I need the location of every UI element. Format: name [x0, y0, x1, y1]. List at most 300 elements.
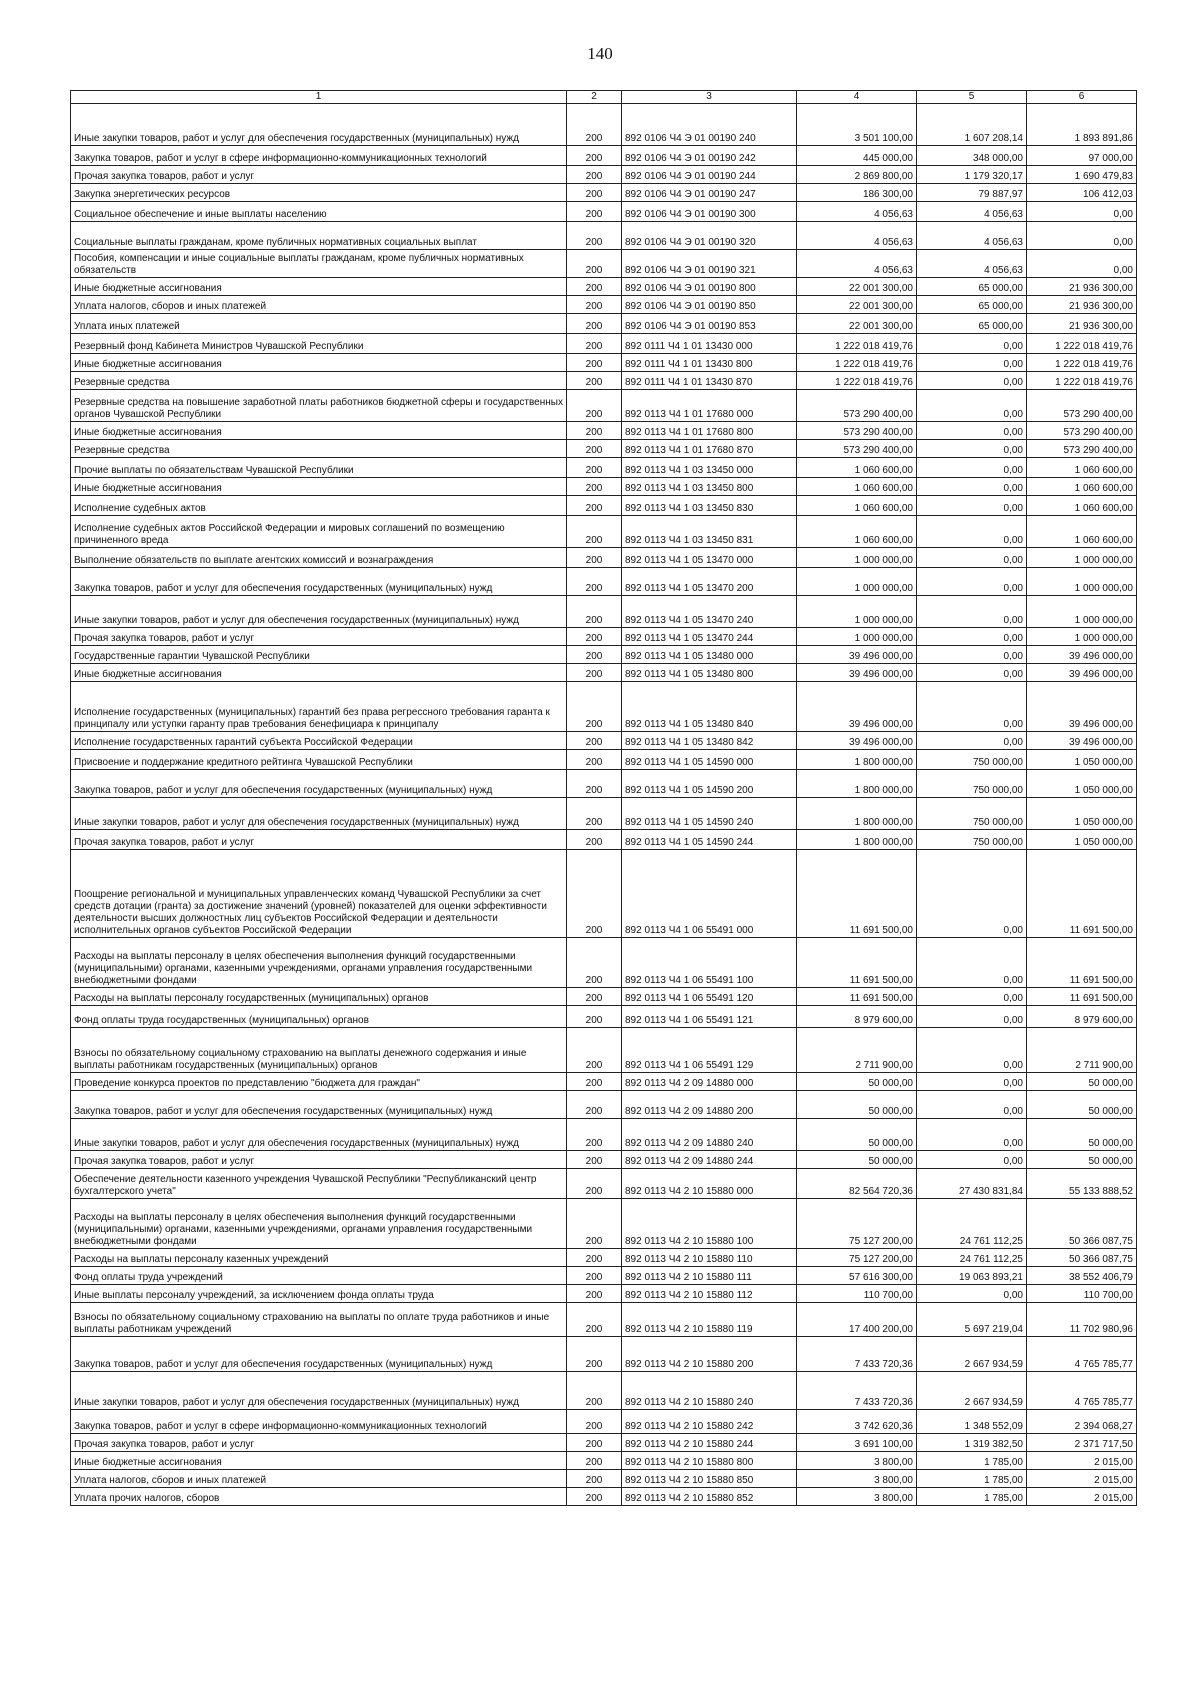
- column-2-value: 200: [567, 516, 622, 548]
- column-2-value: 200: [567, 104, 622, 146]
- item-name: Иные закупки товаров, работ и услуг для обеспечения государственных (муниципальных) нужд: [71, 1372, 567, 1410]
- classification-code: 892 0113 Ч4 1 06 55491 121: [622, 1006, 797, 1028]
- item-name: Прочие выплаты по обязательствам Чувашской Республики: [71, 458, 567, 478]
- classification-code: 892 0106 Ч4 Э 01 00190 242: [622, 146, 797, 166]
- table-row: [71, 750, 1137, 770]
- value-col-6: 1 060 600,00: [1027, 478, 1137, 496]
- table-row: [71, 496, 1137, 516]
- classification-code: 892 0113 Ч4 1 05 14590 200: [622, 770, 797, 798]
- column-2-value: 200: [567, 296, 622, 314]
- value-col-4: 110 700,00: [797, 1285, 917, 1303]
- value-col-5: 4 056,63: [917, 222, 1027, 250]
- table-row: [71, 314, 1137, 334]
- value-col-5: 0,00: [917, 354, 1027, 372]
- value-col-6: 1 050 000,00: [1027, 750, 1137, 770]
- column-2-value: 200: [567, 372, 622, 390]
- item-name: Социальные выплаты гражданам, кроме публичных нормативных социальных выплат: [71, 222, 567, 250]
- value-col-6: 1 050 000,00: [1027, 798, 1137, 830]
- value-col-6: 1 050 000,00: [1027, 770, 1137, 798]
- value-col-4: 1 800 000,00: [797, 770, 917, 798]
- table-row: [71, 222, 1137, 250]
- item-name: Фонд оплаты труда государственных (муниципальных) органов: [71, 1006, 567, 1028]
- item-name: Обеспечение деятельности казенного учреждения Чувашской Республики "Республиканский центр бухгалтерского учета": [71, 1169, 567, 1199]
- value-col-6: 106 412,03: [1027, 184, 1137, 202]
- item-name: Взносы по обязательному социальному страхованию на выплаты по оплате труда работников и иные выплаты работникам учреждений: [71, 1303, 567, 1337]
- column-2-value: 200: [567, 1285, 622, 1303]
- item-name: Государственные гарантии Чувашской Республики: [71, 646, 567, 664]
- value-col-4: 186 300,00: [797, 184, 917, 202]
- classification-code: 892 0111 Ч4 1 01 13430 000: [622, 334, 797, 354]
- value-col-6: 1 222 018 419,76: [1027, 334, 1137, 354]
- item-name: Прочая закупка товаров, работ и услуг: [71, 1434, 567, 1452]
- classification-code: 892 0106 Ч4 Э 01 00190 320: [622, 222, 797, 250]
- classification-code: 892 0113 Ч4 2 10 15880 242: [622, 1410, 797, 1434]
- value-col-5: 0,00: [917, 440, 1027, 458]
- item-name: Уплата иных платежей: [71, 314, 567, 334]
- value-col-5: 750 000,00: [917, 750, 1027, 770]
- table-row: [71, 1488, 1137, 1506]
- classification-code: 892 0113 Ч4 1 06 55491 129: [622, 1028, 797, 1073]
- classification-code: 892 0113 Ч4 1 05 13480 840: [622, 682, 797, 732]
- item-name: Фонд оплаты труда учреждений: [71, 1267, 567, 1285]
- value-col-5: 4 056,63: [917, 202, 1027, 222]
- column-header: 6: [1027, 91, 1137, 104]
- value-col-5: 2 667 934,59: [917, 1337, 1027, 1372]
- value-col-5: 65 000,00: [917, 278, 1027, 296]
- item-name: Уплата налогов, сборов и иных платежей: [71, 296, 567, 314]
- value-col-6: 97 000,00: [1027, 146, 1137, 166]
- value-col-6: 1 060 600,00: [1027, 516, 1137, 548]
- value-col-4: 3 742 620,36: [797, 1410, 917, 1434]
- classification-code: 892 0113 Ч4 1 05 13470 000: [622, 548, 797, 568]
- budget-table: [70, 90, 1137, 1506]
- item-name: Прочая закупка товаров, работ и услуг: [71, 166, 567, 184]
- value-col-6: 38 552 406,79: [1027, 1267, 1137, 1285]
- item-name: Расходы на выплаты персоналу в целях обеспечения выполнения функций государственными (муниципальными) органами, казенными учреждениями, органами управления государственными внебюджетными фондами: [71, 938, 567, 988]
- value-col-6: 1 000 000,00: [1027, 548, 1137, 568]
- item-name: Пособия, компенсации и иные социальные выплаты гражданам, кроме публичных нормативных обязательств: [71, 250, 567, 278]
- value-col-4: 39 496 000,00: [797, 664, 917, 682]
- value-col-5: 0,00: [917, 1151, 1027, 1169]
- value-col-5: 0,00: [917, 1091, 1027, 1119]
- table-row: [71, 166, 1137, 184]
- value-col-4: 39 496 000,00: [797, 646, 917, 664]
- value-col-5: 0,00: [917, 850, 1027, 938]
- table-row: [71, 202, 1137, 222]
- value-col-5: 0,00: [917, 732, 1027, 750]
- classification-code: 892 0111 Ч4 1 01 13430 800: [622, 354, 797, 372]
- value-col-5: 24 761 112,25: [917, 1249, 1027, 1267]
- item-name: Резервные средства: [71, 372, 567, 390]
- classification-code: 892 0113 Ч4 2 09 14880 000: [622, 1073, 797, 1091]
- column-2-value: 200: [567, 334, 622, 354]
- table-row: [71, 850, 1137, 938]
- value-col-5: 1 179 320,17: [917, 166, 1027, 184]
- classification-code: 892 0113 Ч4 2 10 15880 850: [622, 1470, 797, 1488]
- classification-code: 892 0106 Ч4 Э 01 00190 300: [622, 202, 797, 222]
- column-2-value: 200: [567, 278, 622, 296]
- value-col-6: 50 000,00: [1027, 1091, 1137, 1119]
- value-col-6: 55 133 888,52: [1027, 1169, 1137, 1199]
- table-row: [71, 770, 1137, 798]
- column-2-value: 200: [567, 1488, 622, 1506]
- value-col-5: 0,00: [917, 646, 1027, 664]
- table-row: [71, 296, 1137, 314]
- value-col-5: 750 000,00: [917, 770, 1027, 798]
- table-row: [71, 1337, 1137, 1372]
- value-col-4: 3 800,00: [797, 1452, 917, 1470]
- column-2-value: 200: [567, 1151, 622, 1169]
- value-col-6: 0,00: [1027, 250, 1137, 278]
- value-col-6: 21 936 300,00: [1027, 314, 1137, 334]
- column-2-value: 200: [567, 1169, 622, 1199]
- value-col-4: 1 800 000,00: [797, 798, 917, 830]
- value-col-4: 2 869 800,00: [797, 166, 917, 184]
- value-col-5: 27 430 831,84: [917, 1169, 1027, 1199]
- value-col-6: 50 000,00: [1027, 1073, 1137, 1091]
- value-col-4: 1 222 018 419,76: [797, 354, 917, 372]
- table-row: [71, 1151, 1137, 1169]
- table-row: [71, 1267, 1137, 1285]
- item-name: Иные закупки товаров, работ и услуг для обеспечения государственных (муниципальных) нужд: [71, 1119, 567, 1151]
- item-name: Иные закупки товаров, работ и услуг для обеспечения государственных (муниципальных) нужд: [71, 596, 567, 628]
- value-col-5: 1 607 208,14: [917, 104, 1027, 146]
- item-name: Выполнение обязательств по выплате агентских комиссий и вознаграждения: [71, 548, 567, 568]
- item-name: Иные бюджетные ассигнования: [71, 478, 567, 496]
- value-col-6: 50 000,00: [1027, 1119, 1137, 1151]
- value-col-5: 79 887,97: [917, 184, 1027, 202]
- value-col-6: 1 893 891,86: [1027, 104, 1137, 146]
- value-col-5: 0,00: [917, 568, 1027, 596]
- value-col-5: 750 000,00: [917, 830, 1027, 850]
- column-2-value: 200: [567, 440, 622, 458]
- classification-code: 892 0113 Ч4 2 09 14880 240: [622, 1119, 797, 1151]
- value-col-5: 0,00: [917, 1073, 1027, 1091]
- classification-code: 892 0113 Ч4 2 10 15880 119: [622, 1303, 797, 1337]
- table-row: [71, 1249, 1137, 1267]
- table-row: [71, 184, 1137, 202]
- value-col-4: 1 800 000,00: [797, 830, 917, 850]
- table-row: [71, 1028, 1137, 1073]
- value-col-4: 1 060 600,00: [797, 516, 917, 548]
- table-row: [71, 1410, 1137, 1434]
- table-row: [71, 1199, 1137, 1249]
- item-name: Иные бюджетные ассигнования: [71, 354, 567, 372]
- column-2-value: 200: [567, 422, 622, 440]
- table-row: [71, 104, 1137, 146]
- column-2-value: 200: [567, 1006, 622, 1028]
- value-col-6: 21 936 300,00: [1027, 296, 1137, 314]
- classification-code: 892 0113 Ч4 1 05 13480 000: [622, 646, 797, 664]
- value-col-6: 2 371 717,50: [1027, 1434, 1137, 1452]
- value-col-4: 82 564 720,36: [797, 1169, 917, 1199]
- item-name: Исполнение государственных гарантий субъекта Российской Федерации: [71, 732, 567, 750]
- value-col-6: 4 765 785,77: [1027, 1337, 1137, 1372]
- item-name: Прочая закупка товаров, работ и услуг: [71, 830, 567, 850]
- classification-code: 892 0106 Ч4 Э 01 00190 321: [622, 250, 797, 278]
- classification-code: 892 0113 Ч4 1 03 13450 800: [622, 478, 797, 496]
- column-2-value: 200: [567, 314, 622, 334]
- column-2-value: 200: [567, 1267, 622, 1285]
- value-col-5: 348 000,00: [917, 146, 1027, 166]
- classification-code: 892 0113 Ч4 1 05 14590 000: [622, 750, 797, 770]
- value-col-4: 50 000,00: [797, 1119, 917, 1151]
- classification-code: 892 0113 Ч4 1 03 13450 000: [622, 458, 797, 478]
- value-col-4: 22 001 300,00: [797, 314, 917, 334]
- column-2-value: 200: [567, 202, 622, 222]
- value-col-5: 0,00: [917, 628, 1027, 646]
- value-col-4: 1 222 018 419,76: [797, 334, 917, 354]
- column-2-value: 200: [567, 1199, 622, 1249]
- value-col-6: 1 060 600,00: [1027, 496, 1137, 516]
- value-col-4: 3 800,00: [797, 1488, 917, 1506]
- item-name: Закупка товаров, работ и услуг в сфере информационно-коммуникационных технологий: [71, 1410, 567, 1434]
- item-name: Поощрение региональной и муниципальных управленческих команд Чувашской Республики за счет средств дотации (гранта) за достижение значений (уровней) показателей для оценки эффективности деятельности высших должностных лиц субъектов Российской Федерации и деятельности исполнительных органов субъектов Российской Федерации: [71, 850, 567, 938]
- column-2-value: 200: [567, 646, 622, 664]
- value-col-5: 0,00: [917, 478, 1027, 496]
- table-row: [71, 422, 1137, 440]
- classification-code: 892 0113 Ч4 2 09 14880 244: [622, 1151, 797, 1169]
- column-2-value: 200: [567, 222, 622, 250]
- value-col-4: 7 433 720,36: [797, 1372, 917, 1410]
- value-col-4: 1 222 018 419,76: [797, 372, 917, 390]
- item-name: Закупка энергетических ресурсов: [71, 184, 567, 202]
- item-name: Иные бюджетные ассигнования: [71, 278, 567, 296]
- item-name: Иные бюджетные ассигнования: [71, 422, 567, 440]
- item-name: Иные бюджетные ассигнования: [71, 1452, 567, 1470]
- header-row: [71, 91, 1137, 104]
- item-name: Взносы по обязательному социальному страхованию на выплаты денежного содержания и иные выплаты работникам государственных (муниципальных) органов: [71, 1028, 567, 1073]
- value-col-6: 11 702 980,96: [1027, 1303, 1137, 1337]
- value-col-6: 8 979 600,00: [1027, 1006, 1137, 1028]
- value-col-6: 2 015,00: [1027, 1488, 1137, 1506]
- column-header: 1: [71, 91, 567, 104]
- column-header: 4: [797, 91, 917, 104]
- column-2-value: 200: [567, 146, 622, 166]
- item-name: Расходы на выплаты персоналу в целях обеспечения выполнения функций государственными (муниципальными) органами, казенными учреждениями, органами управления государственными внебюджетными фондами: [71, 1199, 567, 1249]
- column-header: 3: [622, 91, 797, 104]
- table-row: [71, 1434, 1137, 1452]
- value-col-5: 19 063 893,21: [917, 1267, 1027, 1285]
- column-2-value: 200: [567, 850, 622, 938]
- table-row: [71, 664, 1137, 682]
- column-2-value: 200: [567, 390, 622, 422]
- item-name: Иные закупки товаров, работ и услуг для обеспечения государственных (муниципальных) нужд: [71, 798, 567, 830]
- table-row: [71, 1452, 1137, 1470]
- table-row: [71, 1091, 1137, 1119]
- item-name: Исполнение судебных актов Российской Федерации и мировых соглашений по возмещению причиненного вреда: [71, 516, 567, 548]
- value-col-5: 0,00: [917, 422, 1027, 440]
- classification-code: 892 0113 Ч4 1 05 13480 800: [622, 664, 797, 682]
- value-col-4: 1 060 600,00: [797, 478, 917, 496]
- table-row: [71, 1169, 1137, 1199]
- item-name: Резервный фонд Кабинета Министров Чувашской Республики: [71, 334, 567, 354]
- value-col-4: 11 691 500,00: [797, 850, 917, 938]
- value-col-4: 1 060 600,00: [797, 458, 917, 478]
- item-name: Проведение конкурса проектов по представлению "бюджета для граждан": [71, 1073, 567, 1091]
- classification-code: 892 0106 Ч4 Э 01 00190 247: [622, 184, 797, 202]
- classification-code: 892 0113 Ч4 2 10 15880 800: [622, 1452, 797, 1470]
- table-row: [71, 372, 1137, 390]
- column-2-value: 200: [567, 250, 622, 278]
- value-col-6: 1 000 000,00: [1027, 568, 1137, 596]
- value-col-4: 1 000 000,00: [797, 548, 917, 568]
- classification-code: 892 0113 Ч4 1 05 13470 200: [622, 568, 797, 596]
- value-col-6: 0,00: [1027, 202, 1137, 222]
- column-2-value: 200: [567, 166, 622, 184]
- value-col-5: 0,00: [917, 664, 1027, 682]
- item-name: Закупка товаров, работ и услуг для обеспечения государственных (муниципальных) нужд: [71, 1337, 567, 1372]
- value-col-4: 573 290 400,00: [797, 440, 917, 458]
- table-row: [71, 596, 1137, 628]
- table-row: [71, 146, 1137, 166]
- classification-code: 892 0113 Ч4 1 06 55491 000: [622, 850, 797, 938]
- value-col-6: 573 290 400,00: [1027, 390, 1137, 422]
- value-col-5: 0,00: [917, 372, 1027, 390]
- classification-code: 892 0113 Ч4 2 10 15880 110: [622, 1249, 797, 1267]
- column-2-value: 200: [567, 798, 622, 830]
- value-col-5: 0,00: [917, 988, 1027, 1006]
- value-col-5: 0,00: [917, 458, 1027, 478]
- column-2-value: 200: [567, 1452, 622, 1470]
- table-row: [71, 646, 1137, 664]
- classification-code: 892 0113 Ч4 1 03 13450 831: [622, 516, 797, 548]
- value-col-5: 1 319 382,50: [917, 1434, 1027, 1452]
- table-row: [71, 732, 1137, 750]
- value-col-5: 2 667 934,59: [917, 1372, 1027, 1410]
- classification-code: 892 0113 Ч4 1 05 13470 244: [622, 628, 797, 646]
- item-name: Расходы на выплаты персоналу казенных учреждений: [71, 1249, 567, 1267]
- value-col-5: 65 000,00: [917, 314, 1027, 334]
- item-name: Исполнение судебных актов: [71, 496, 567, 516]
- value-col-5: 0,00: [917, 548, 1027, 568]
- value-col-6: 110 700,00: [1027, 1285, 1137, 1303]
- item-name: Расходы на выплаты персоналу государственных (муниципальных) органов: [71, 988, 567, 1006]
- classification-code: 892 0113 Ч4 1 05 13470 240: [622, 596, 797, 628]
- item-name: Закупка товаров, работ и услуг в сфере информационно-коммуникационных технологий: [71, 146, 567, 166]
- value-col-4: 1 000 000,00: [797, 596, 917, 628]
- column-2-value: 200: [567, 664, 622, 682]
- item-name: Иные закупки товаров, работ и услуг для обеспечения государственных (муниципальных) нужд: [71, 104, 567, 146]
- value-col-4: 1 000 000,00: [797, 628, 917, 646]
- value-col-4: 17 400 200,00: [797, 1303, 917, 1337]
- classification-code: 892 0106 Ч4 Э 01 00190 850: [622, 296, 797, 314]
- table-body: [71, 104, 1137, 1506]
- table-row: [71, 682, 1137, 732]
- column-header: 2: [567, 91, 622, 104]
- column-2-value: 200: [567, 1337, 622, 1372]
- value-col-6: 11 691 500,00: [1027, 850, 1137, 938]
- column-2-value: 200: [567, 1434, 622, 1452]
- value-col-6: 1 690 479,83: [1027, 166, 1137, 184]
- value-col-6: 11 691 500,00: [1027, 938, 1137, 988]
- value-col-4: 75 127 200,00: [797, 1249, 917, 1267]
- value-col-5: 0,00: [917, 496, 1027, 516]
- value-col-5: 0,00: [917, 1119, 1027, 1151]
- table-row: [71, 440, 1137, 458]
- value-col-4: 22 001 300,00: [797, 278, 917, 296]
- column-2-value: 200: [567, 1091, 622, 1119]
- value-col-6: 50 366 087,75: [1027, 1199, 1137, 1249]
- value-col-6: 50 366 087,75: [1027, 1249, 1137, 1267]
- page-number: 140: [587, 44, 613, 63]
- classification-code: 892 0106 Ч4 Э 01 00190 853: [622, 314, 797, 334]
- classification-code: 892 0113 Ч4 1 01 17680 000: [622, 390, 797, 422]
- item-name: Исполнение государственных (муниципальных) гарантий без права регрессного требования гаранта к принципалу или уступки гаранту прав требования бенефициара к принципалу: [71, 682, 567, 732]
- classification-code: 892 0113 Ч4 1 06 55491 100: [622, 938, 797, 988]
- table-row: [71, 1073, 1137, 1091]
- table-row: [71, 354, 1137, 372]
- table-row: [71, 250, 1137, 278]
- column-2-value: 200: [567, 478, 622, 496]
- value-col-6: 11 691 500,00: [1027, 988, 1137, 1006]
- column-2-value: 200: [567, 732, 622, 750]
- value-col-6: 21 936 300,00: [1027, 278, 1137, 296]
- classification-code: 892 0113 Ч4 2 10 15880 852: [622, 1488, 797, 1506]
- classification-code: 892 0113 Ч4 1 05 14590 244: [622, 830, 797, 850]
- value-col-5: 0,00: [917, 1285, 1027, 1303]
- column-2-value: 200: [567, 1303, 622, 1337]
- classification-code: 892 0113 Ч4 2 10 15880 112: [622, 1285, 797, 1303]
- value-col-6: 2 015,00: [1027, 1452, 1137, 1470]
- item-name: Прочая закупка товаров, работ и услуг: [71, 1151, 567, 1169]
- value-col-5: 65 000,00: [917, 296, 1027, 314]
- value-col-6: 1 050 000,00: [1027, 830, 1137, 850]
- value-col-5: 5 697 219,04: [917, 1303, 1027, 1337]
- value-col-5: 0,00: [917, 334, 1027, 354]
- value-col-6: 573 290 400,00: [1027, 422, 1137, 440]
- value-col-4: 3 800,00: [797, 1470, 917, 1488]
- classification-code: 892 0113 Ч4 1 06 55491 120: [622, 988, 797, 1006]
- value-col-4: 4 056,63: [797, 250, 917, 278]
- value-col-4: 7 433 720,36: [797, 1337, 917, 1372]
- column-2-value: 200: [567, 988, 622, 1006]
- value-col-6: 1 060 600,00: [1027, 458, 1137, 478]
- table-row: [71, 938, 1137, 988]
- classification-code: 892 0106 Ч4 Э 01 00190 240: [622, 104, 797, 146]
- classification-code: 892 0106 Ч4 Э 01 00190 800: [622, 278, 797, 296]
- table-row: [71, 334, 1137, 354]
- column-2-value: 200: [567, 354, 622, 372]
- column-2-value: 200: [567, 596, 622, 628]
- column-2-value: 200: [567, 1410, 622, 1434]
- value-col-4: 1 800 000,00: [797, 750, 917, 770]
- table-row: [71, 548, 1137, 568]
- column-2-value: 200: [567, 628, 622, 646]
- column-header: 5: [917, 91, 1027, 104]
- value-col-4: 22 001 300,00: [797, 296, 917, 314]
- column-2-value: 200: [567, 1073, 622, 1091]
- value-col-6: 39 496 000,00: [1027, 732, 1137, 750]
- value-col-4: 4 056,63: [797, 202, 917, 222]
- item-name: Иные бюджетные ассигнования: [71, 664, 567, 682]
- classification-code: 892 0113 Ч4 1 05 14590 240: [622, 798, 797, 830]
- value-col-4: 2 711 900,00: [797, 1028, 917, 1073]
- classification-code: 892 0113 Ч4 1 01 17680 800: [622, 422, 797, 440]
- column-2-value: 200: [567, 1028, 622, 1073]
- column-2-value: 200: [567, 830, 622, 850]
- item-name: Закупка товаров, работ и услуг для обеспечения государственных (муниципальных) нужд: [71, 770, 567, 798]
- column-2-value: 200: [567, 938, 622, 988]
- item-name: Уплата прочих налогов, сборов: [71, 1488, 567, 1506]
- value-col-5: 0,00: [917, 390, 1027, 422]
- value-col-4: 57 616 300,00: [797, 1267, 917, 1285]
- item-name: Уплата налогов, сборов и иных платежей: [71, 1470, 567, 1488]
- value-col-4: 39 496 000,00: [797, 732, 917, 750]
- column-2-value: 200: [567, 568, 622, 596]
- value-col-5: 0,00: [917, 938, 1027, 988]
- value-col-4: 50 000,00: [797, 1091, 917, 1119]
